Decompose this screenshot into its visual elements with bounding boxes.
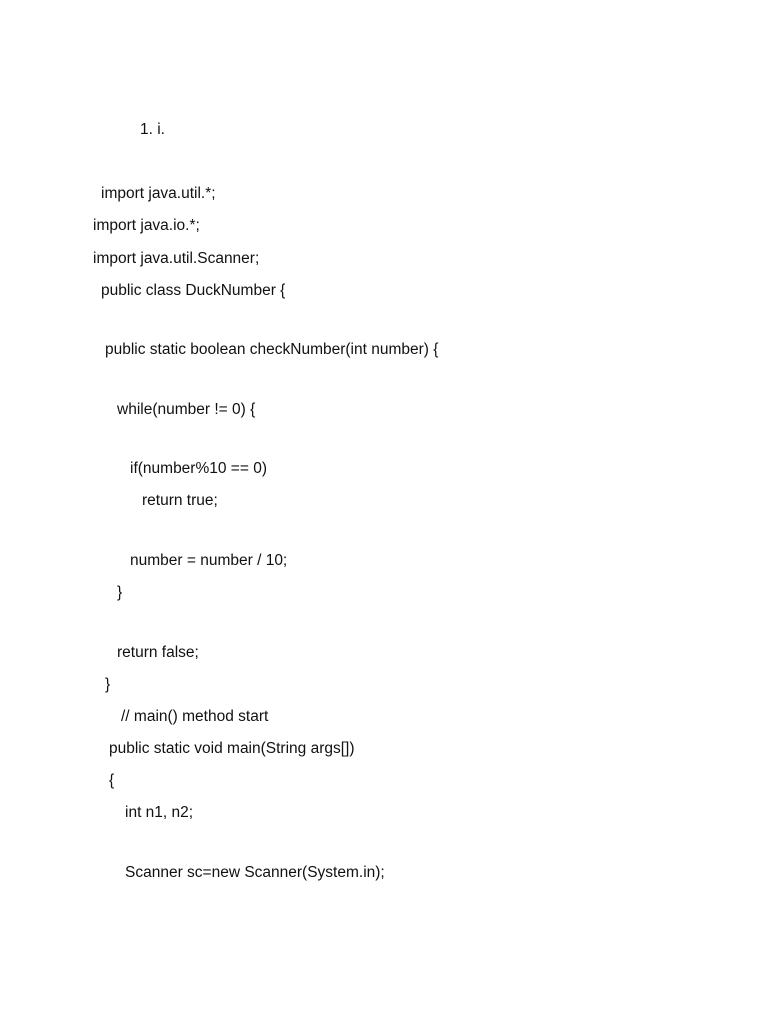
- code-line-10: }: [117, 584, 123, 601]
- code-line-1: import java.util.*;: [101, 185, 216, 202]
- code-comment: // main() method start: [121, 708, 269, 725]
- code-line-4: public class DuckNumber {: [101, 282, 286, 299]
- code-line-2: import java.io.*;: [93, 217, 200, 234]
- code-line-5: public static boolean checkNumber(int number) {: [105, 341, 439, 358]
- code-line-11: return false;: [117, 644, 199, 661]
- code-line-6: while(number != 0) {: [117, 401, 256, 418]
- list-marker: 1. i.: [140, 121, 165, 138]
- code-line-15: {: [109, 772, 115, 789]
- code-line-3: import java.util.Scanner;: [93, 250, 260, 267]
- code-line-17: Scanner sc=new Scanner(System.in);: [125, 864, 385, 881]
- code-line-9: number = number / 10;: [130, 552, 288, 569]
- code-line-14: public static void main(String args[]): [109, 740, 355, 757]
- code-line-7: if(number%10 == 0): [130, 460, 267, 477]
- code-line-12: }: [105, 676, 111, 693]
- code-line-16: int n1, n2;: [125, 804, 194, 821]
- code-line-8: return true;: [142, 492, 218, 509]
